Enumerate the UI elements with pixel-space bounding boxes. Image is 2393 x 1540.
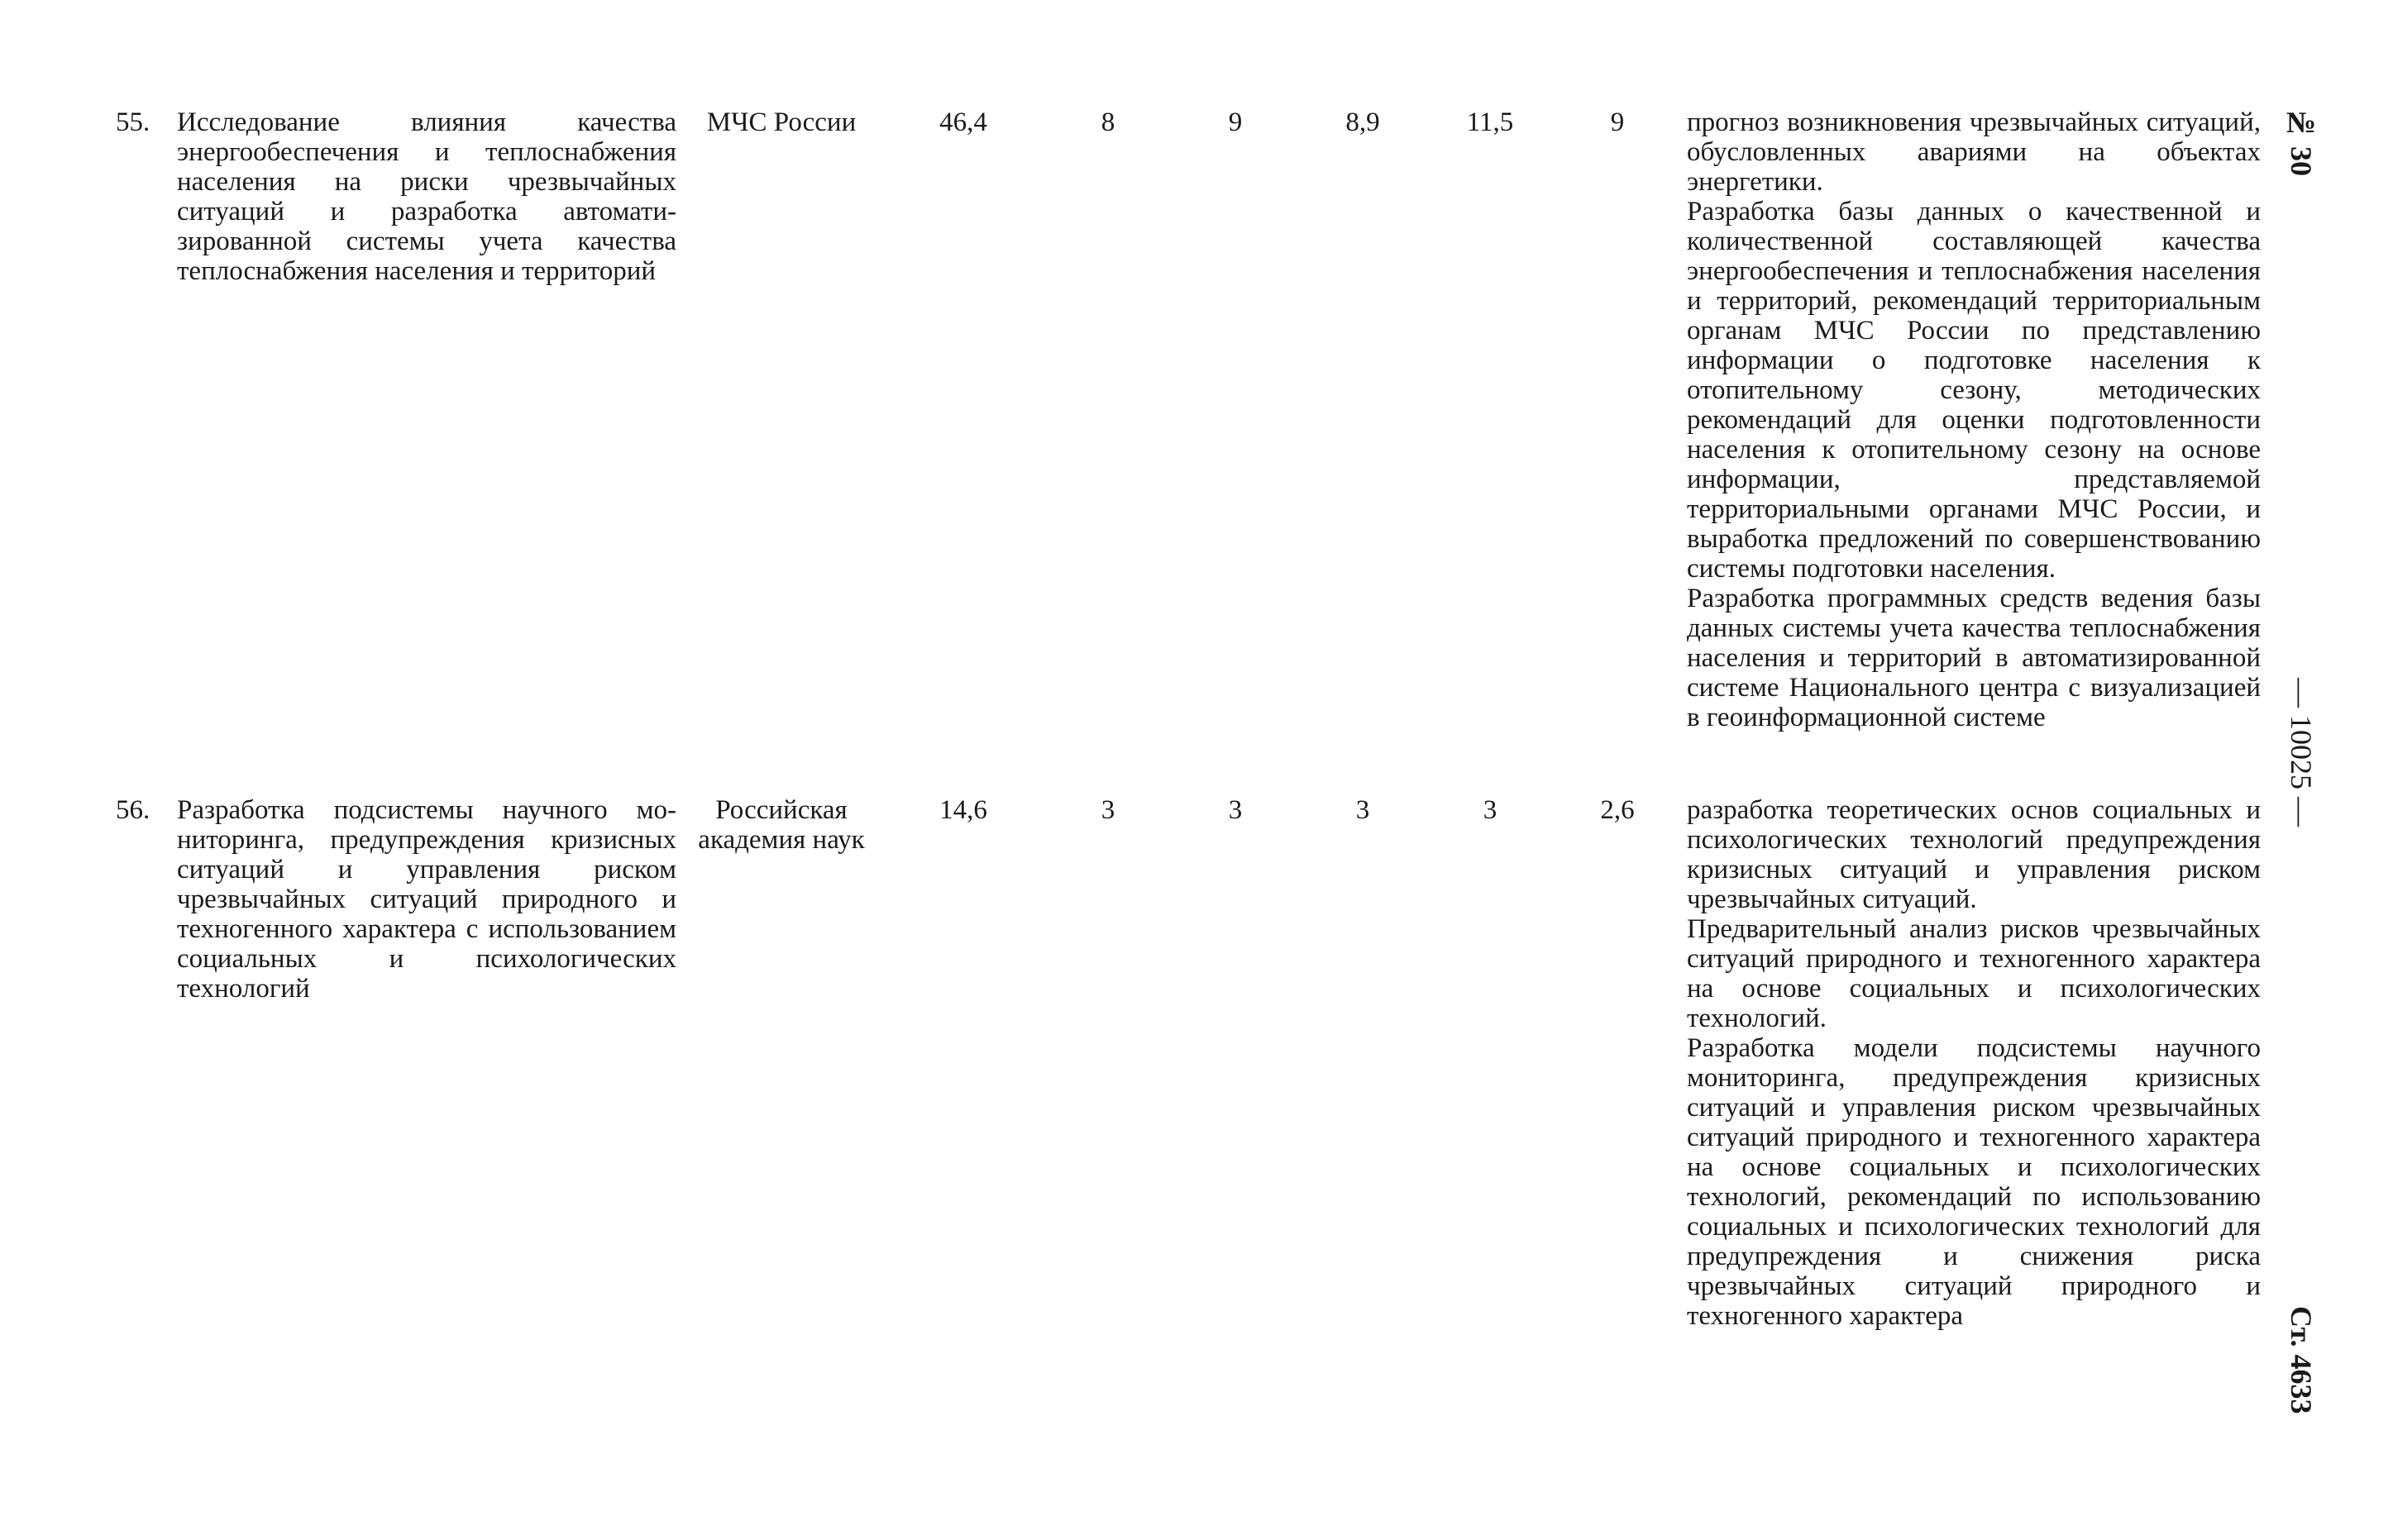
row-value-year-3: 8,9 [1345, 107, 1380, 137]
row-value-year-3: 3 [1355, 795, 1370, 825]
row-value-total: 14,6 [939, 795, 987, 825]
row-value-year-4: 3 [1483, 795, 1497, 825]
result-paragraph: разработка теоретических основ социальных и психологических технологий предупреждения кризисных ситуаций и управления риском чрезвычайных ситуаций. [1687, 795, 2261, 914]
side-margin [2286, 0, 2316, 1540]
row-value-year-1: 3 [1101, 795, 1115, 825]
row-value-year-5: 9 [1610, 107, 1625, 137]
row-value-year-1: 8 [1101, 107, 1115, 137]
row-results [1687, 795, 2261, 1331]
row-value-year-4: 11,5 [1466, 107, 1514, 137]
row-value-year-5: 2,6 [1600, 795, 1635, 825]
issue-number: № 30 [2285, 106, 2318, 176]
document-number: — 10025 — [2285, 678, 2318, 827]
row-number: 55. [116, 107, 150, 137]
row-title: Разработка подсистемы научного мониторинга, предупреждения кризисных ситуаций и управления риском чрезвычайных ситуаций природного и техногенного характера с использованием социальных и психологических технологий [177, 795, 676, 1004]
result-paragraph: Разработка модели подсистемы научного мониторинга, предупреждения кризисных ситуаций и управления риском чрезвычайных ситуаций природного и техногенного характера на основе социальных и психологических технологий, рекомендаций по использованию социальных и психологических технологий для предупреждения и снижения риска чрезвычайных ситуаций природного и техногенного характера [1687, 1033, 2261, 1331]
row-title: Исследование влияния качества энергообеспечения и теплоснабжения населения на риски чрезвычайных ситуаций и разработка автоматизированной системы учета качества теплоснабжения населения и территорий [177, 107, 676, 286]
row-number: 56. [116, 795, 150, 825]
row-executor: МЧС России [706, 107, 857, 137]
result-paragraph: Разработка программных средств ведения базы данных системы учета качества теплоснабжения населения и территорий в автоматизированной системе Национального центра с визуализацией в геоинформационной системе [1687, 584, 2261, 732]
row-value-total: 46,4 [939, 107, 987, 137]
result-paragraph: прогноз возникновения чрезвычайных ситуаций, обусловленных авариями на объектах энергетики. [1687, 107, 2261, 197]
row-value-year-2: 9 [1228, 107, 1243, 137]
page-number: Ст. 4633 [2285, 1306, 2318, 1414]
row-results [1687, 107, 2261, 732]
row-value-year-2: 3 [1228, 795, 1243, 825]
row-executor: Российская академия наук [698, 795, 865, 855]
result-paragraph: Предварительный анализ рисков чрезвычайных ситуаций природного и техногенного характера на основе социальных и психологических технологий. [1687, 914, 2261, 1033]
result-paragraph: Разработка базы данных о качественной и количественной составляющей качества энергообеспечения и теплоснабжения населения и территорий, рекомендаций территориальным органам МЧС России по представлению информации о подготовке населения к отопительному сезону, методических рекомендаций для оценки подготовленности населения к отопительному сезону на основе информации, представляемой территориальными органами МЧС России, и выработка предложений по совершенствованию системы подготовки населения. [1687, 197, 2261, 584]
